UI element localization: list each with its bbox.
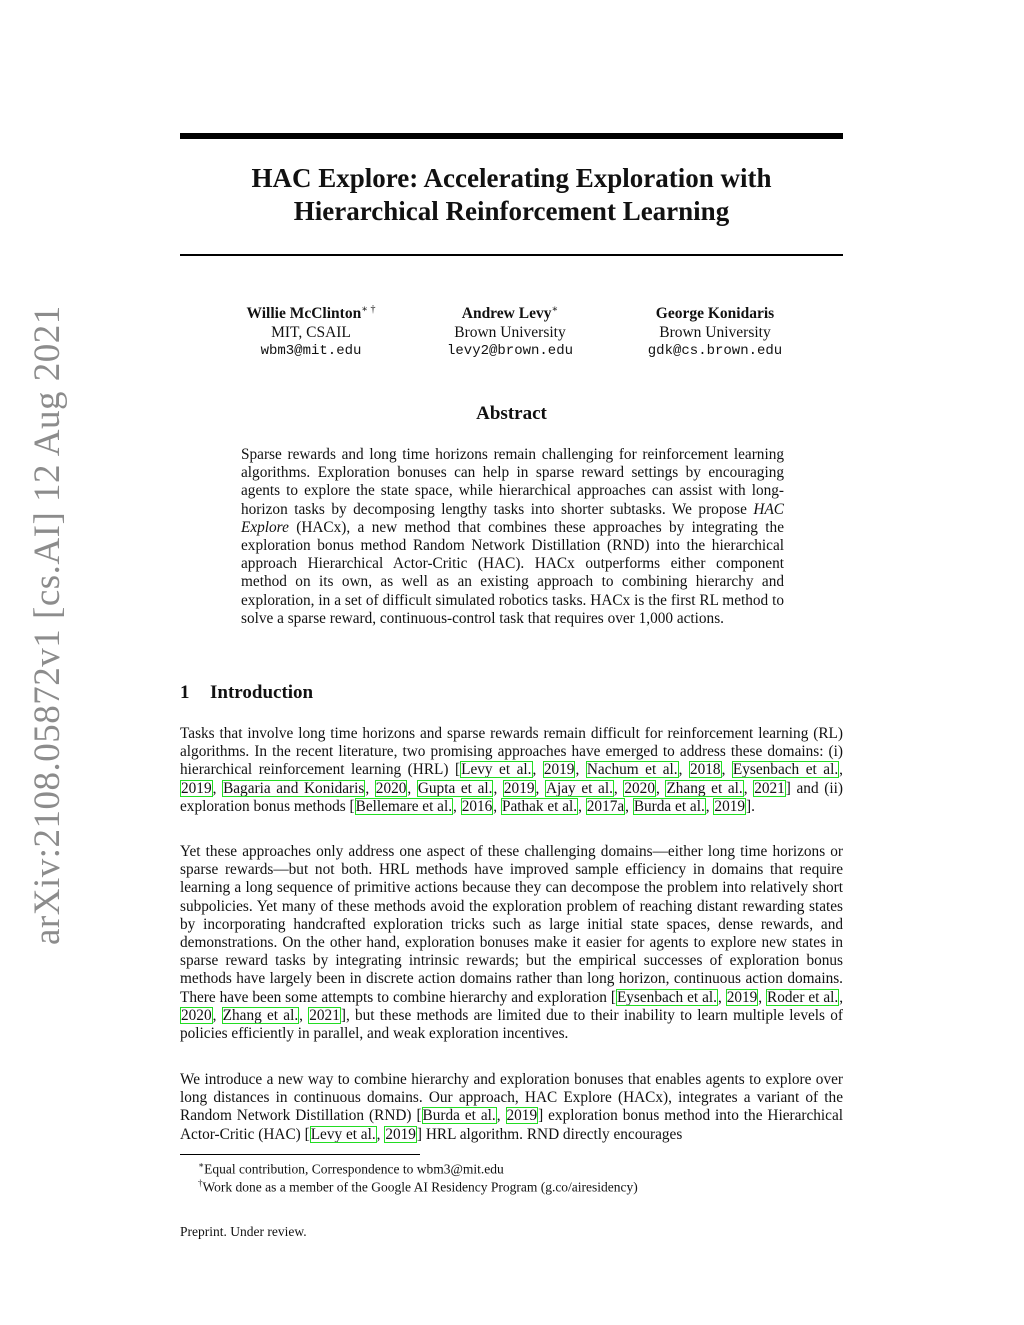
title-line-1: HAC Explore: Accelerating Exploration with [251,163,772,193]
preprint-note: Preprint. Under review. [180,1224,307,1239]
citation-link[interactable]: 2019 [543,761,575,779]
citation-link[interactable]: 2017a [586,797,625,815]
paragraph-text: ] exploration bonus method into the Hierarchical Actor-Critic (HAC) [ [180,1107,844,1143]
author-marks: ∗ [551,304,559,315]
citation-link[interactable]: 2016 [461,797,493,815]
citation-link[interactable]: Burda et al. [633,797,705,815]
citation-link[interactable]: Levy et al. [310,1125,376,1143]
citation-link[interactable]: Ajay et al. [545,779,613,797]
section-heading [180,682,313,704]
paragraph-text: Tasks that involve long time horizons and sparse rewards remain difficult for reinforcement learning (RL) algorithms. In the recent literature, two promising approaches have emerged to address these domains: (i) hierarchical reinforcement learning (HRL) [ [180,725,843,779]
author-affiliation: Brown University [659,324,771,342]
section-title: Introduction [210,682,314,703]
author-name: Andrew Levy [461,305,552,323]
citation-link[interactable]: 2020 [375,779,407,797]
author-affiliation: MIT, CSAIL [271,324,351,342]
citation-link[interactable]: Bagaria and Konidaris [223,779,365,797]
footnote [198,1175,638,1196]
citation-link[interactable]: Pathak et al. [501,797,578,815]
citation-link[interactable]: 2019 [726,988,758,1006]
footnote-text: Work done as a member of the Google AI Residency Program (g.co/airesidency) [202,1179,638,1195]
citation-link[interactable]: Eysenbach et al. [732,761,839,779]
paper-title [180,162,843,228]
author-email: gdk@cs.brown.edu [647,343,783,360]
citation-link[interactable]: 2019 [714,797,746,815]
footnote-text: Equal contribution, Correspondence to wbm3@mit.edu [204,1161,504,1177]
citation-link[interactable]: Eysenbach et al. [616,988,717,1006]
citation-link[interactable]: Zhang et al. [222,1006,299,1024]
title-rule-top [180,133,843,139]
section-number: 1 [180,682,190,703]
citation-link[interactable]: Nachum et al. [586,761,678,779]
title-line-2: Hierarchical Reinforcement Learning [293,196,730,226]
intro-paragraph: Tasks that involve long time horizons and sparse rewards remain difficult for reinforcement learning (RL) algorithms. In the recent literature, two promising approaches have emerged to address these domains: (i) hierarchical reinforcement learning (HRL) [Levy et al., 2019, Nachum et al., 2018, Eysenbach et al., 2019, Bagaria and Konidaris, 2020, Gupta et al., 2019, Ajay et al., 2020, Zhang et al., 2021] and (ii) exploration bonus methods [Bellemare et al., 2016, Pathak et al., 2017a, Burda et al., 2019]. [180,725,843,815]
abstract-text: Sparse rewards and long time horizons remain challenging for reinforcement learning algorithms. Exploration bonuses can help in sparse reward settings by encouraging agents to explore the state space, while hierarchical approaches can assist with long-horizon tasks by decomposing lengthy tasks into shorter subtasks. We propose [241,446,784,518]
author-block [430,300,590,361]
citation-link[interactable]: Burda et al. [422,1107,496,1125]
author-block [226,300,396,361]
citation-link[interactable]: Zhang et al. [666,779,743,797]
abstract-heading: Abstract [476,403,547,424]
paragraph-text: Yet these approaches only address one aspect of these challenging domains—either long time horizons or sparse rewards—but not both. HRL methods have improved sample efficiency in domains that require learning a long sequence of primitive actions because they can decompose the problem into relatively short subpolicies. Yet many of these methods avoid the exploration problem of reaching distant rewarding states by incorporating handcrafted exploration tricks such as large initial state spaces, dense rewards, and demonstrations. On the other hand, exploration bonuses make it easier for agents to explore new states in sparse reward tasks by integrating intrinsic rewards; but the empirical successes of exploration bonus methods have largely been in discrete action domains rather than long horizon, continuous action domains. There have been some attempts to combine hierarchy and exploration [ [180,843,843,1006]
citation-link[interactable]: 2019 [503,779,535,797]
abstract-text: (HACx), a new method that combines these approaches by integrating the exploration bonus method Random Network Distillation (RND) into the hierarchical approach Hierarchical Actor-Critic (HAC). HACx outperforms either component method on its own, as well as an existing approach to combining hierarchy and exploration, in a set of difficult simulated robotics tasks. HACx is the first RL method to solve a sparse reward, continuous-control task that requires over 1,000 actions. [241,518,784,627]
citation-link[interactable]: 2021 [309,1006,340,1024]
citation-link[interactable]: 2020 [181,1006,212,1024]
paragraph-text: We introduce a new way to combine hierarchy and exploration bonuses that enables agents to explore over long distances in continuous domains. Our approach, HAC Explore (HACx), integrates a variant of the Random Network Distillation (RND) [ [180,1071,843,1125]
footnote-mark: † [198,1178,203,1188]
citation-link[interactable]: Bellemare et al. [355,797,453,815]
author-block [630,300,800,361]
author-marks: ∗ † [361,304,376,315]
author-name: Willie McClinton [246,305,362,323]
title-rule-bottom [180,254,843,256]
citation-link[interactable]: Gupta et al. [417,779,493,797]
author-name: George Konidaris [655,305,775,323]
intro-paragraph: Yet these approaches only address one aspect of these challenging domains—either long time horizons or sparse rewards—but not both. HRL methods have improved sample efficiency in domains that require learning a long sequence of primitive actions because they can decompose the problem into relatively short subpolicies. Yet many of these methods avoid the exploration problem of reaching distant rewarding states by incorporating handcrafted exploration tricks such as large initial state spaces, dense rewards, and demonstrations. On the other hand, exploration bonuses make it easier for agents to explore new states in sparse reward tasks by integrating intrinsic rewards; but the empirical successes of exploration bonus methods have largely been in discrete action domains rather than long horizon, continuous action domains. There have been some attempts to combine hierarchy and exploration [Eysenbach et al., 2019, Roder et al., 2020, Zhang et al., 2021], but these methods are limited due to their inability to learn multiple levels of policies efficiently in parallel, and weak exploration incentives. [180,843,844,1043]
citation-link[interactable]: Roder et al. [767,988,839,1006]
arxiv-stamp: arXiv:2108.05872v1 [cs.AI] 12 Aug 2021 [27,305,68,945]
citation-link[interactable]: 2020 [624,779,655,797]
author-affiliation: Brown University [454,324,566,342]
citation-link[interactable]: 2021 [754,779,785,797]
author-email: wbm3@mit.edu [260,343,362,360]
author-email: levy2@brown.edu [446,343,574,360]
citation-link[interactable]: Levy et al. [461,761,532,779]
citation-link[interactable]: 2019 [506,1107,538,1125]
paragraph-text: ], but these methods are limited due to their inability to learn multiple levels of policies efficiently in parallel, and weak exploration incentives. [180,1006,843,1043]
paragraph-text: ] HRL algorithm. RND directly encourages [416,1125,683,1143]
citation-link[interactable]: 2019 [385,1125,416,1143]
citation-link[interactable]: 2018 [689,761,721,779]
citation-link[interactable]: 2019 [181,779,212,797]
abstract-method-name: HAC Explore [241,500,784,536]
paragraph-text: ] and (ii) exploration bonus methods [ [180,779,843,815]
paragraph-text: ]. [746,797,755,815]
abstract-body [241,446,784,628]
intro-paragraph: We introduce a new way to combine hierarchy and exploration bonuses that enables agents to explore over long distances in continuous domains. Our approach, HAC Explore (HACx), integrates a variant of the Random Network Distillation (RND) [Burda et al., 2019] exploration bonus method into the Hierarchical Actor-Critic (HAC) [Levy et al., 2019] HRL algorithm. RND directly encourages [180,1071,844,1143]
footnote-rule [180,1154,420,1155]
footnote-mark: ∗ [198,1160,205,1170]
